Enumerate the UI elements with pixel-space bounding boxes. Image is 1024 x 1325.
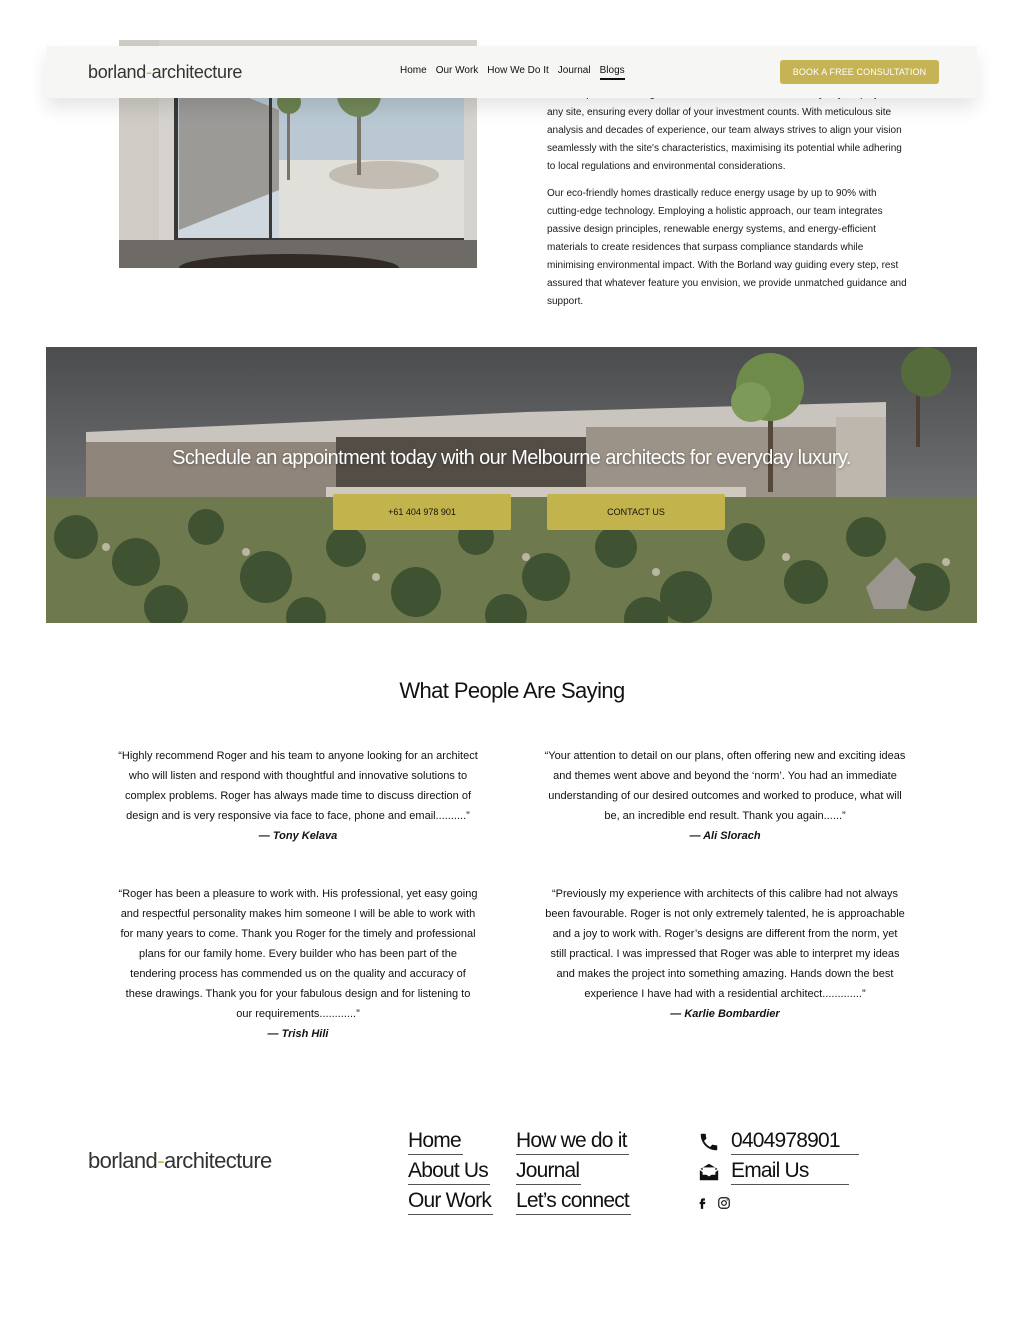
main-nav bbox=[400, 65, 625, 80]
footer-logo[interactable] bbox=[88, 1148, 272, 1174]
nav-our-work[interactable]: Our Work bbox=[435, 65, 479, 76]
testimonial-quote: “Your attention to detail on our plans, often offering new and exciting ideas and themes went above and beyond the ‘norm’. You had an immediate understanding of our desired outcomes and worked to produce, what will be, an incredible end result. Thank you again......” bbox=[544, 750, 906, 822]
testimonial-card bbox=[544, 884, 906, 1024]
footer-phone-link[interactable]: 0404978901 bbox=[731, 1128, 859, 1155]
logo-dash: - bbox=[145, 62, 152, 82]
footer-logo-left: borland bbox=[88, 1148, 158, 1173]
phone-button[interactable]: +61 404 978 901 bbox=[333, 494, 511, 530]
footer-link-about-us[interactable]: About Us bbox=[408, 1158, 490, 1185]
phone-icon bbox=[698, 1131, 720, 1153]
intro-text bbox=[547, 86, 907, 320]
logo-text-left: borland bbox=[88, 62, 146, 82]
testimonial-author: — Ali Slorach bbox=[689, 830, 761, 842]
testimonial-author: — Tony Kelava bbox=[258, 830, 338, 842]
footer-link-lets-connect[interactable]: Let’s connect bbox=[516, 1188, 631, 1215]
logo-text-right: architecture bbox=[151, 62, 243, 82]
testimonials-title: What People Are Saying bbox=[399, 678, 625, 703]
testimonial-author: — Trish Hili bbox=[267, 1028, 329, 1040]
email-icon bbox=[698, 1161, 720, 1183]
facebook-icon[interactable] bbox=[695, 1196, 709, 1210]
intro-paragraph-1: any site, ensuring every dollar of your investment counts. With meticulous site analysis and decades of experience, our team always strives to align your vision seamlessly with the site's characteristics, maximising its potential while adhering to local regulations and environmental considerations. bbox=[547, 107, 902, 172]
testimonial-card bbox=[117, 884, 479, 1044]
testimonial-quote: “Roger has been a pleasure to work with. His professional, yet easy going and respectful personality makes him someone I will be able to work with for many years to come. Thank you Roger for the timely and professional plans for our family home. Every builder who has been part of the tendering process has commended us on the quality and accuracy of these drawings. Thank you for your fabulous design and for listening to our requirements............” bbox=[118, 888, 478, 1020]
nav-how-we-do-it[interactable]: How We Do It bbox=[487, 65, 549, 76]
testimonial-quote: “Highly recommend Roger and his team to anyone looking for an architect who will listen and respond with thoughtful and innovative solutions to complex problems. Roger has always made time to discuss direction of design and is very responsive via face to face, phone and email..........” bbox=[118, 750, 478, 822]
footer-logo-right: architecture bbox=[163, 1148, 272, 1173]
nav-journal[interactable]: Journal bbox=[557, 65, 591, 76]
footer-logo-dash: - bbox=[157, 1148, 164, 1173]
instagram-icon[interactable] bbox=[717, 1196, 731, 1210]
testimonial-quote: “Previously my experience with architects of this calibre had not always been favourable. Roger is not only extremely talented, he is approachable and a joy to work with. Roger’s designs are different from the norm, yet still practical. I was impressed that Roger was able to interpret my ideas and makes the project into something amazing. Hands down the best experience I have had with a residential architect.............” bbox=[545, 888, 905, 1000]
contact-us-button[interactable]: CONTACT US bbox=[547, 494, 725, 530]
intro-paragraph-2: Our eco-friendly homes drastically reduce energy usage by up to 90% with cutting-edge technology. Employing a holistic approach, our team integrates passive design principles, renewable energy systems, and energy-efficient materials to create residences that surpass compliance standards while minimising environmental impact. With the Borland way guiding every step, rest assured that whatever feature you envision, we provide unmatched guidance and support. bbox=[547, 188, 907, 307]
header-logo[interactable] bbox=[88, 62, 242, 83]
house-render-background bbox=[46, 347, 977, 623]
site-header bbox=[46, 46, 977, 98]
footer-email-link[interactable]: Email Us bbox=[731, 1158, 849, 1185]
schedule-banner bbox=[46, 347, 977, 623]
testimonial-author: — Karlie Bombardier bbox=[670, 1008, 780, 1020]
banner-title: Schedule an appointment today with our Melbourne architects for everyday luxury. bbox=[172, 447, 851, 469]
testimonial-card bbox=[117, 746, 479, 846]
nav-blogs[interactable]: Blogs bbox=[600, 65, 625, 80]
testimonial-card bbox=[544, 746, 906, 846]
footer-link-journal[interactable]: Journal bbox=[516, 1158, 581, 1185]
footer-link-home[interactable]: Home bbox=[408, 1128, 463, 1155]
book-consultation-button[interactable]: BOOK A FREE CONSULTATION bbox=[780, 60, 939, 84]
footer-link-how-we-do-it[interactable]: How we do it bbox=[516, 1128, 629, 1155]
footer-link-our-work[interactable]: Our Work bbox=[408, 1188, 493, 1215]
nav-home[interactable]: Home bbox=[400, 65, 427, 76]
